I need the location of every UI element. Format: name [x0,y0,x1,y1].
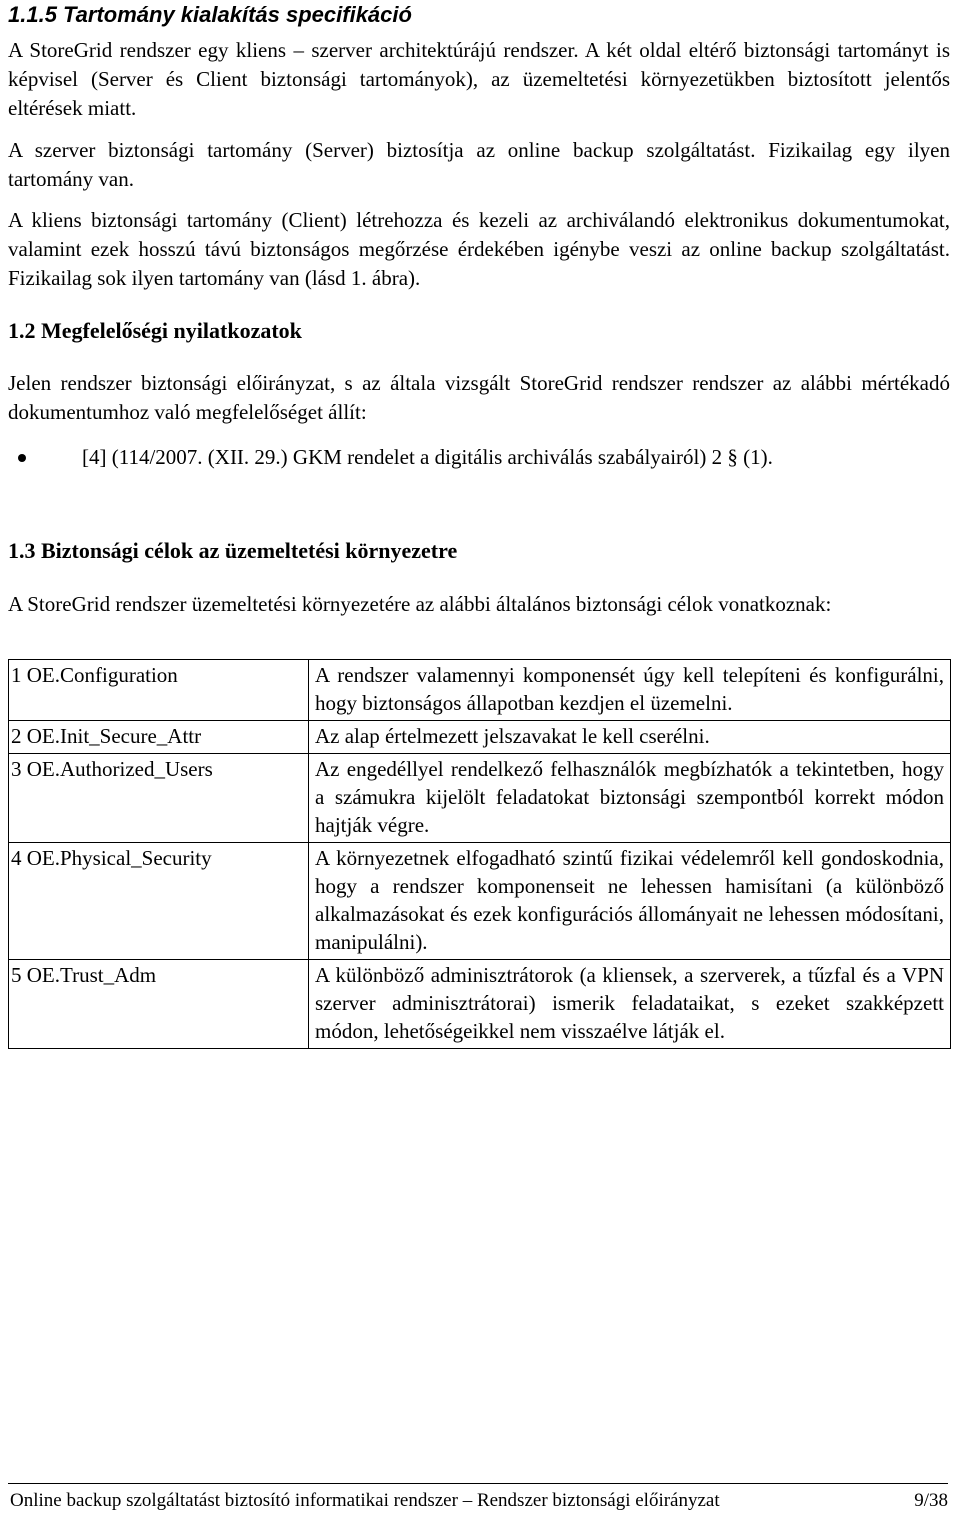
paragraph-client-domain: A kliens biztonsági tartomány (Client) létrehozza és kezeli az archiválandó elektronikus dokumentumokat, valamint ezek hosszú távú biztonságos megőrzése érdekében igénybe veszi az online backup szolgáltatást. Fizikailag sok ilyen tartomány van (lásd 1. ábra). [8,208,950,290]
list-item [8,443,950,473]
goal-name: 5 OE.Trust_Adm [9,960,309,1049]
section-heading-1-2: 1.2 Megfelelőségi nyilatkozatok [8,318,302,343]
page-number: 9/38 [914,1490,948,1511]
goal-description: Az alap értelmezett jelszavakat le kell cserélni. [309,721,951,754]
goal-description: A különböző adminisztrátorok (a kliensek, a szerverek, a tűzfal és a VPN szerver adminisztrátorai) ismerik feladataikat, s ezeket szakképzett módon, lehetőségeikkel nem visszaélve látják el. [309,960,951,1049]
bullet-icon [18,454,26,462]
goal-description: Az engedéllyel rendelkező felhasználók megbízhatók a tekintetben, hogy a számukra kijelölt feladatokat biztonsági szempontból korrekt módon hajtják végre. [309,754,951,843]
table-row [9,843,951,960]
paragraph-security-goals: A StoreGrid rendszer üzemeltetési környezetére az alábbi általános biztonsági célok vonatkoznak: [8,592,832,616]
goal-name: 1 OE.Configuration [9,660,309,721]
paragraph-server-domain: A szerver biztonsági tartomány (Server) biztosítja az online backup szolgáltatást. Fizikailag egy ilyen tartomány van. [8,138,950,191]
section-heading-1-3: 1.3 Biztonsági célok az üzemeltetési környezetre [8,538,458,563]
table-row [9,960,951,1049]
paragraph-conformance: Jelen rendszer biztonsági előirányzat, s az általa vizsgált StoreGrid rendszer rendszer az alábbi mértékadó dokumentumhoz való megfelelőséget állít: [8,371,950,424]
table-row [9,754,951,843]
goal-description: A rendszer valamennyi komponensét úgy kell telepíteni és konfigurálni, hogy biztonságos állapotban kezdjen el üzemelni. [309,660,951,721]
security-goals-table [8,659,951,1049]
paragraph-architecture: A StoreGrid rendszer egy kliens – szerver architektúrájú rendszer. A két oldal eltérő biztonsági tartományt is képvisel (Server és Client biztonsági tartományok), az üzemeltetési környezetükben biztosított jelentős eltérések miatt. [8,38,950,120]
footer-title: Online backup szolgáltatást biztosító informatikai rendszer – Rendszer biztonsági előirányzat [10,1490,720,1511]
goal-description: A környezetnek elfogadható szintű fizikai védelemről kell gondoskodnia, hogy a rendszer komponenseit ne lehessen hamisítani (a különböző alkalmazásokat és ezek konfigurációs állományait ne lehessen módosítani, manipulálni). [309,843,951,960]
goal-name: 2 OE.Init_Secure_Attr [9,721,309,754]
goal-name: 3 OE.Authorized_Users [9,754,309,843]
goal-name: 4 OE.Physical_Security [9,843,309,960]
table-row [9,660,951,721]
table-row [9,721,951,754]
bullet-text: [4] (114/2007. (XII. 29.) GKM rendelet a digitális archiválás szabályairól) 2 § (1). [82,445,773,469]
section-heading-1-1-5: 1.1.5 Tartomány kialakítás specifikáció [8,2,412,27]
footer-divider [8,1483,948,1484]
